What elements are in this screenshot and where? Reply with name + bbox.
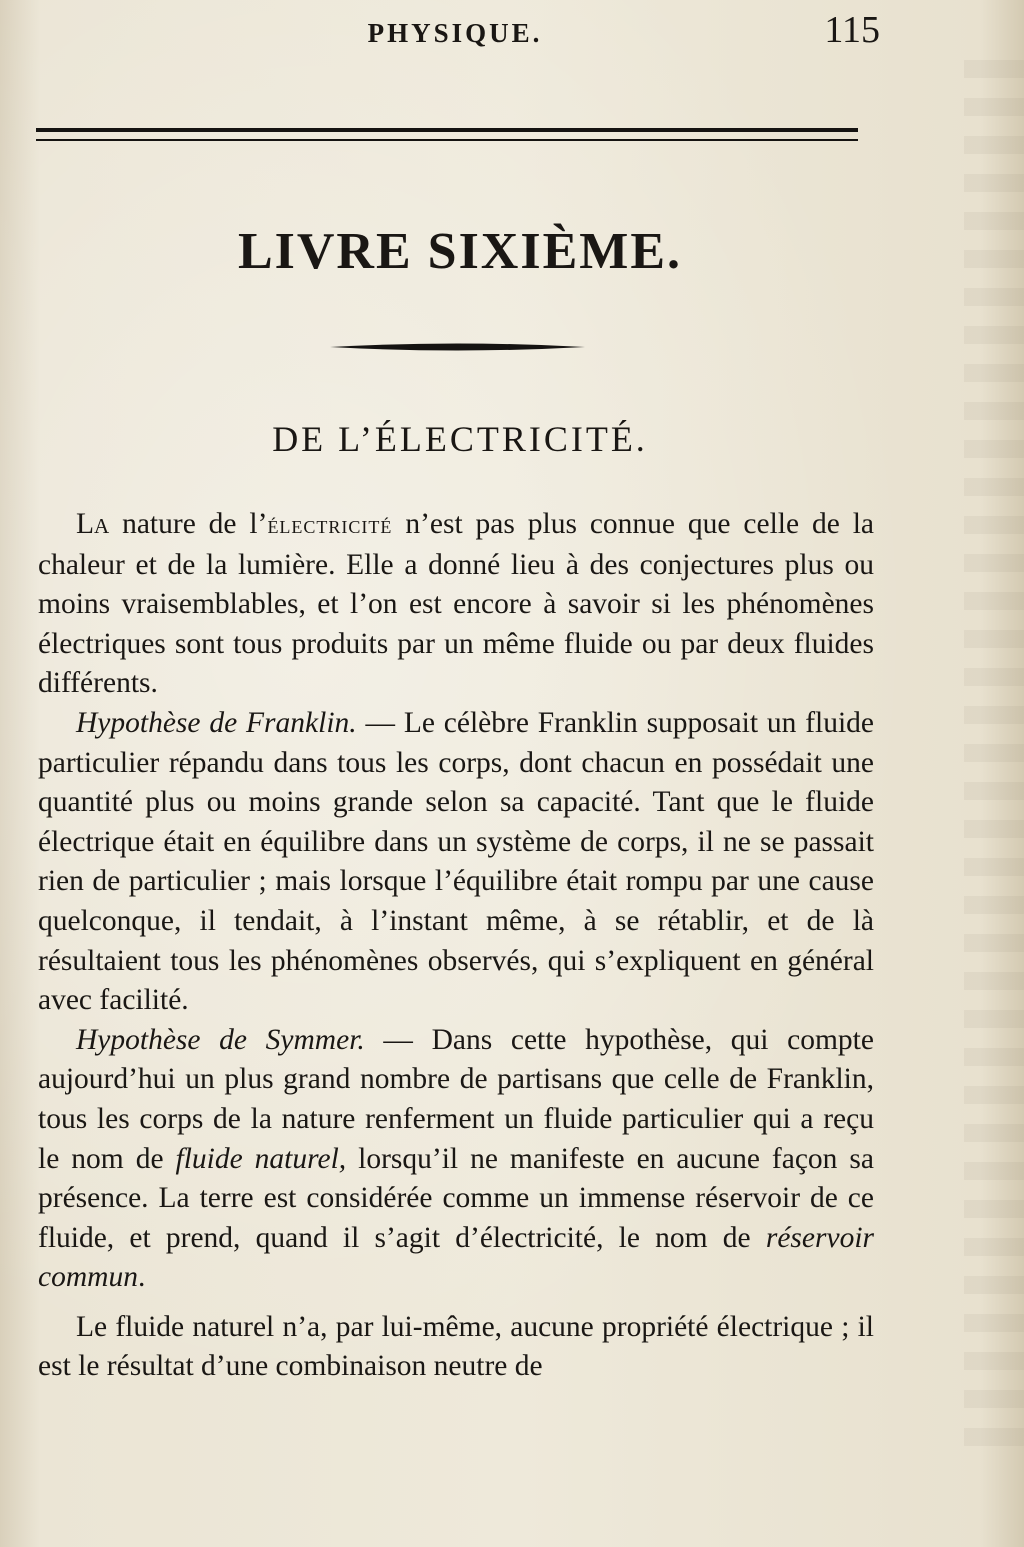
small-caps-term: électricité xyxy=(267,512,393,539)
paragraph-1: La nature de l’électricité n’est pas plus connue que celle de la chaleur et de la lumière. Elle a donné lieu à des conjectures plus ou moins vraisemblables, et l’on est encore à savoir si les phénomènes électriques sont tous produits par un même fluide ou par deux fluides différents. xyxy=(38,508,874,700)
page-number: 115 xyxy=(824,9,880,51)
paragraph-2: Hypothèse de Franklin. — Le célèbre Franklin supposait un fluide particulier répandu dans tous les corps, dont chacun en possédait une quantité plus ou moins grande selon sa capacité. Tant que le fluide électrique était en équilibre dans un système de corps, il ne se passait rien de particulier ; mais lorsque l’équilibre était rompu par une cause quelconque, il tendait, à l’instant même, à se rétablir, et de là résultaient tous les phénomènes observés, qui s’expliquent en général avec facilité. xyxy=(38,706,875,1017)
paragraph-heading: Hypothèse de Franklin. xyxy=(76,706,357,739)
bleed-through-texture xyxy=(964,60,1024,1460)
italic-term: réservoir commun xyxy=(38,1221,874,1294)
header-rule-thick xyxy=(36,128,858,132)
body-text xyxy=(38,505,874,1387)
section-title: DE L’ÉLECTRICITÉ. xyxy=(272,419,648,459)
book-title: LIVRE SIXIÈME. xyxy=(237,223,683,280)
italic-term: fluide naturel, xyxy=(175,1142,347,1175)
ornamental-rule xyxy=(330,340,585,354)
paragraph-heading: Hypothèse de Symmer. xyxy=(76,1023,365,1056)
header-rule-thin xyxy=(36,139,858,141)
paragraph-4: Le fluide naturel n’a, par lui-même, aucune propriété électrique ; il est le résultat d’une combinaison neutre de xyxy=(38,1310,874,1383)
paragraph-3: Hypothèse de Symmer. — Dans cette hypothèse, qui compte aujourd’hui un plus grand nombre de partisans que celle de Franklin, tous les corps de la nature renferment un fluide particulier qui a reçu le nom de fluide naturel, lorsqu’il ne manifeste en aucune façon sa présence. La terre est considérée comme un immense réservoir de ce fluide, et prend, quand il s’agit d’électricité, le nom de réservoir commun. xyxy=(38,1023,874,1294)
running-header: PHYSIQUE. xyxy=(367,18,543,48)
paragraph-opening-word: La xyxy=(76,508,110,540)
